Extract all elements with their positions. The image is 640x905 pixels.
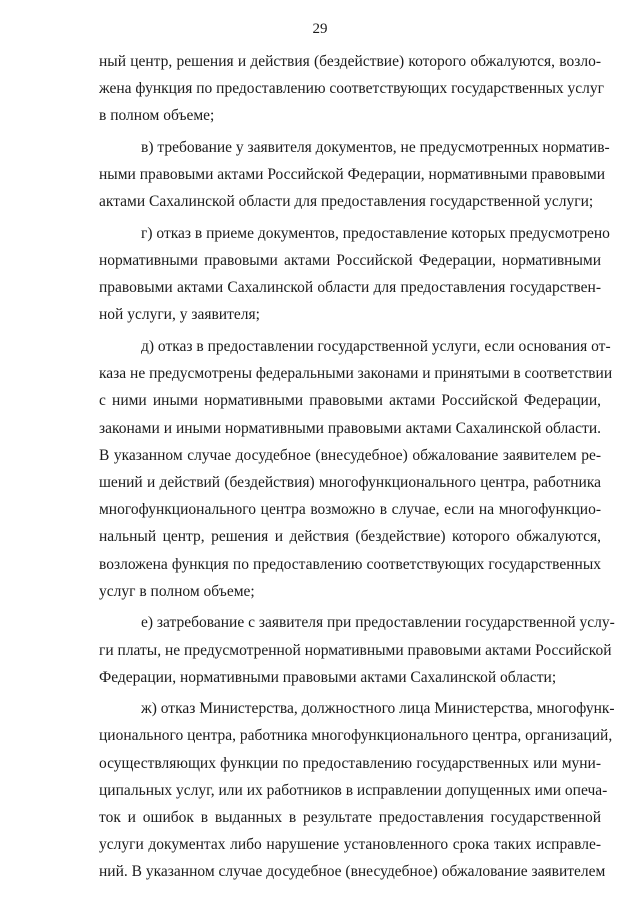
document-body — [99, 48, 615, 886]
text-line: возложена функция по предоставлению соответствующих государственных — [99, 555, 601, 573]
text-line: ципальных услуг, или их работников в исправлении допущенных ими опеча- — [99, 781, 608, 799]
text-line: д) отказ в предоставлении государственной услуги, если основания от- — [141, 338, 611, 356]
text-line: е) затребование с заявителя при предоставлении государственной услу- — [141, 614, 615, 632]
text-line: ток и ошибок в выданных в результате предоставления государственной — [99, 809, 601, 827]
text-line: ционального центра, работника многофункционального центра, организаций, — [99, 727, 613, 745]
text-line: г) отказ в приеме документов, предоставление которых предусмотрено — [141, 224, 610, 242]
page-number: 29 — [312, 21, 328, 37]
text-line: ж) отказ Министерства, должностного лица Министерства, многофунк- — [141, 700, 615, 718]
text-line: нальный центр, решения и действия (бездействие) которого обжалуются, — [99, 528, 601, 546]
text-line: шений и действий (бездействия) многофункционального центра, работника — [99, 473, 601, 491]
text-line: ги платы, не предусмотренной нормативными правовыми актами Российской — [99, 641, 612, 659]
text-line: каза не предусмотрены федеральными законами и принятыми в соответствии — [99, 365, 613, 383]
text-line: услуг в полном объеме; — [99, 582, 255, 600]
text-line: ный центр, решения и действия (бездействие) которого обжалуются, возло- — [99, 53, 601, 70]
text-line: в полном объеме; — [99, 107, 215, 125]
text-line: с ними иными нормативными правовыми актами Российской Федерации, — [99, 392, 601, 410]
text-line: осуществляющих функции по предоставлению государственных или муни- — [99, 754, 601, 772]
text-line: правовыми актами Сахалинской области для предоставления государствен- — [99, 279, 601, 297]
text-line: В указанном случае досудебное (внесудебное) обжалование заявителем ре- — [99, 446, 601, 464]
text-line: Федерации, нормативными правовыми актами Сахалинской области; — [99, 668, 557, 686]
text-line: услуги документах либо нарушение установленного срока таких исправле- — [99, 836, 601, 854]
text-line: ний. В указанном случае досудебное (внесудебное) обжалование заявителем — [99, 863, 606, 881]
text-line: законами и иными нормативными правовыми актами Сахалинской области. — [99, 419, 601, 437]
text-line: многофункционального центра возможно в случае, если на многофункцио- — [99, 501, 601, 519]
text-line: жена функция по предоставлению соответствующих государственных услуг — [99, 80, 604, 98]
text-line: нормативными правовыми актами Российской Федерации, нормативными — [99, 252, 601, 270]
text-line: ной услуги, у заявителя; — [99, 306, 260, 324]
text-line: в) требование у заявителя документов, не предусмотренных норматив- — [141, 138, 610, 156]
text-line: ными правовыми актами Российской Федерации, нормативными правовыми — [99, 166, 606, 184]
text-line: актами Сахалинской области для предоставления государственной услуги; — [99, 193, 594, 211]
